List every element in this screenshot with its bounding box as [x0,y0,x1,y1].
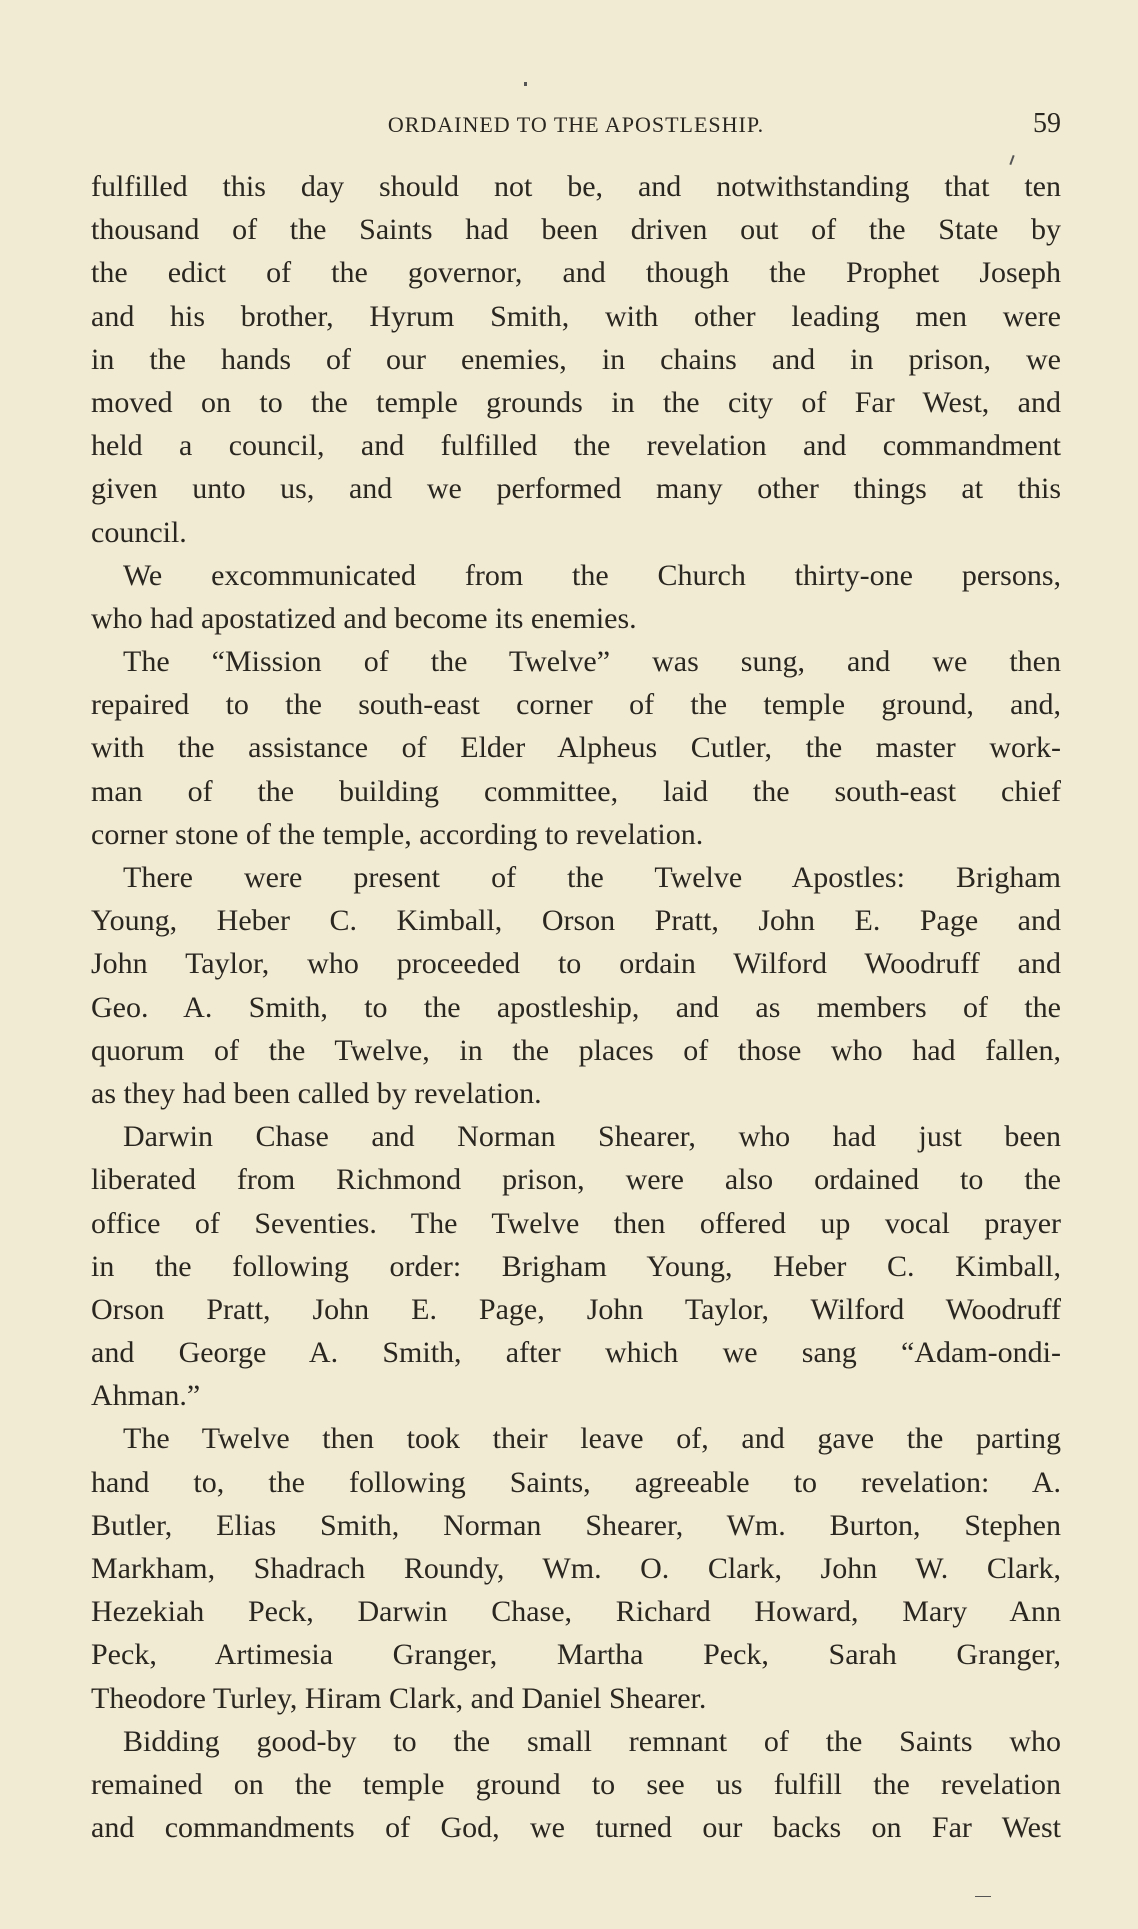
text-line: Darwin Chase and Norman Shearer, who had just been [123,1120,1061,1154]
text-line: as they had been called by revelation. [91,1076,542,1110]
text-line: Theodore Turley, Hiram Clark, and Daniel Shearer. [91,1681,707,1715]
text-line: fulfilled this day should not be, and notwithstanding that ten [91,170,1061,203]
text-line: and commandments of God, we turned our backs on Far West [91,1811,1061,1845]
text-line: moved on to the temple grounds in the city of Far West, and [91,385,1061,419]
page-header [91,108,1061,142]
text-line: Butler, Elias Smith, Norman Shearer, Wm. Burton, Stephen [91,1508,1061,1542]
paragraph [91,554,1061,640]
scan-speck [975,1896,991,1897]
scan-speck [524,82,527,86]
text-line: man of the building committee, laid the south-east chief [91,774,1061,808]
page-body [91,165,1061,1849]
text-line: The Twelve then took their leave of, and gave the parting [123,1422,1061,1456]
text-line: with the assistance of Elder Alpheus Cutler, the master work- [91,731,1061,765]
paragraph [91,1417,1061,1719]
text-line: remained on the temple ground to see us fulfill the revelation [91,1767,1061,1801]
text-line: and his brother, Hyrum Smith, with other leading men were [91,299,1061,333]
text-line: The “Mission of the Twelve” was sung, and we then [123,645,1061,679]
text-line: quorum of the Twelve, in the places of those who had fallen, [91,1033,1061,1067]
text-line: the edict of the governor, and though the Prophet Joseph [91,256,1061,290]
text-line: office of Seventies. The Twelve then offered up vocal prayer [91,1206,1061,1240]
paragraph [91,1115,1061,1417]
text-line: Hezekiah Peck, Darwin Chase, Richard Howard, Mary Ann [91,1595,1061,1629]
text-line: thousand of the Saints had been driven out of the State by [91,213,1061,247]
text-line: Bidding good-by to the small remnant of the Saints who [123,1724,1061,1758]
text-line: liberated from Richmond prison, were also ordained to the [91,1163,1061,1197]
paragraph [91,856,1061,1115]
text-line: Young, Heber C. Kimball, Orson Pratt, John E. Page and [91,904,1061,938]
text-line: Markham, Shadrach Roundy, Wm. O. Clark, John W. Clark, [91,1552,1061,1585]
text-line: Geo. A. Smith, to the apostleship, and as members of the [91,990,1061,1024]
paragraph [91,165,1061,554]
text-line: repaired to the south-east corner of the temple ground, and, [91,688,1061,722]
text-line: given unto us, and we performed many other things at this [91,472,1061,506]
text-line: council. [91,515,187,549]
text-line: John Taylor, who proceeded to ordain Wilford Woodruff and [91,947,1061,981]
text-line: Orson Pratt, John E. Page, John Taylor, Wilford Woodruff [91,1292,1061,1326]
text-line: Ahman.” [91,1379,201,1413]
paragraph [91,1720,1061,1850]
text-line: in the following order: Brigham Young, Heber C. Kimball, [91,1249,1061,1283]
page-number: 59 [1033,108,1061,139]
running-title: ORDAINED TO THE APOSTLESHIP. [387,112,765,137]
text-line: hand to, the following Saints, agreeable to revelation: A. [91,1465,1061,1499]
text-line: corner stone of the temple, according to revelation. [91,817,704,851]
text-line: held a council, and fulfilled the revelation and commandment [91,429,1061,463]
text-line: There were present of the Twelve Apostles: Brigham [123,861,1061,894]
text-line: Peck, Artimesia Granger, Martha Peck, Sarah Granger, [91,1638,1061,1672]
scan-speck [1009,155,1014,165]
text-line: We excommunicated from the Church thirty-one persons, [123,558,1061,592]
text-line: who had apostatized and become its enemies. [91,601,637,635]
text-line: and George A. Smith, after which we sang “Adam-ondi- [91,1336,1061,1370]
paragraph [91,640,1061,856]
text-line: in the hands of our enemies, in chains and in prison, we [91,342,1061,376]
